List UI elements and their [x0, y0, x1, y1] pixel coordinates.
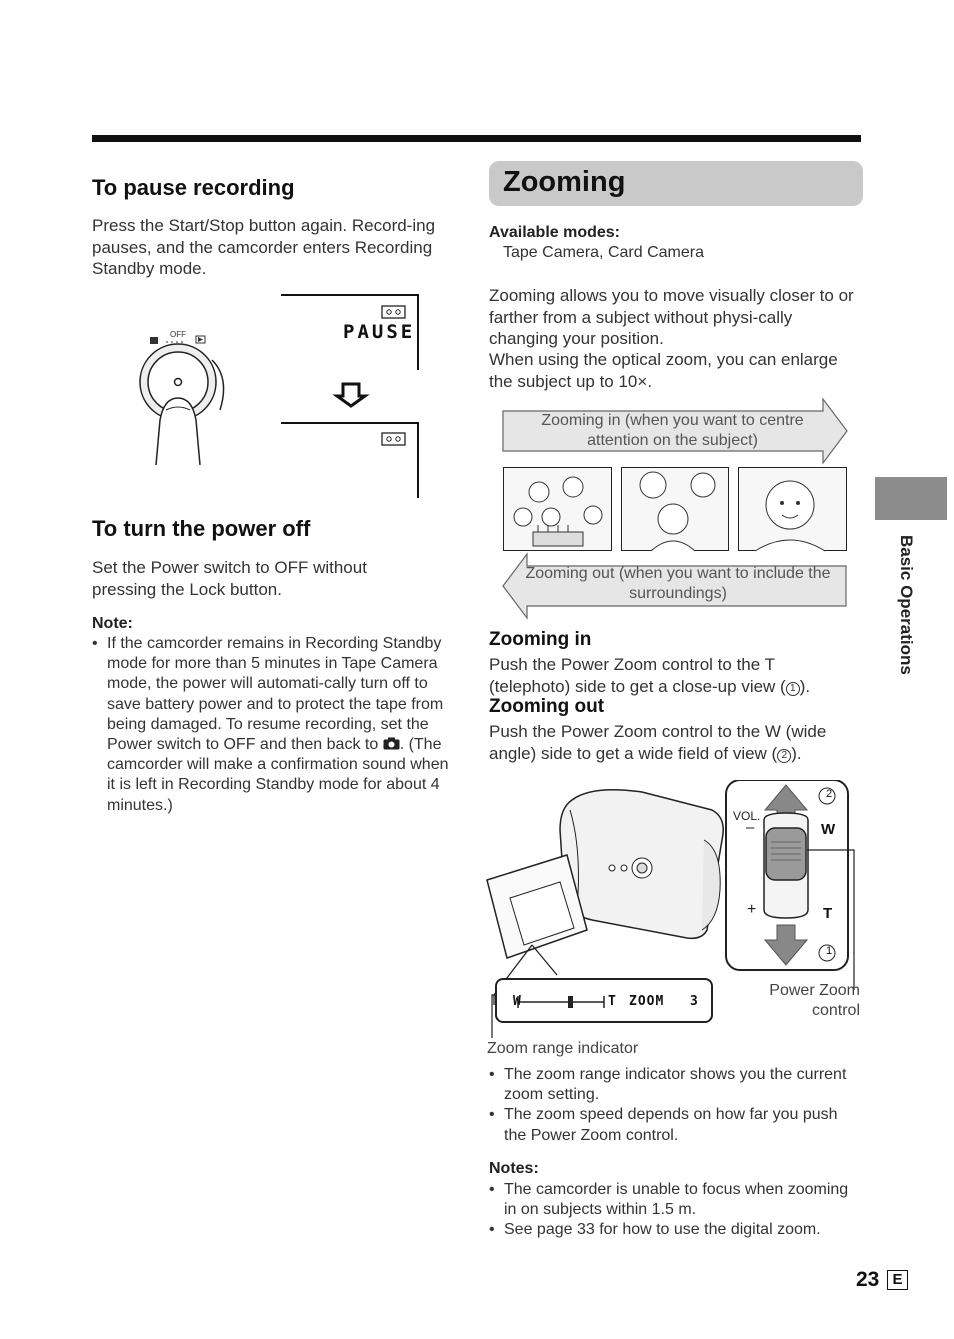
top-rule [92, 135, 861, 142]
zoom-intro: Zooming allows you to move visually closer to or farther from a subject without physi-cally changing your position. [489, 286, 854, 348]
lever-num-1: 1 [825, 945, 833, 957]
zoom-intro-2: When using the optical zoom, you can enlarge the subject up to 10×. [489, 350, 838, 391]
page-number: 23 [856, 1268, 880, 1291]
note-list [92, 634, 460, 816]
zooming-in-text: Push the Power Zoom control to the T (telephoto) side to get a close-up view ( 1 ). [489, 655, 811, 696]
close-up [739, 468, 847, 552]
tape-icon [382, 433, 405, 445]
note-item: • If the camcorder remains in Recording Standby mode for more than 5 minutes in Tape Camera mode, the power will automati-cally turn off to save battery power and to protect the tape from being damaged. To resume recording, set the Power switch to OFF and then back to . (The camcorder will make a confirmation sound when it is left in Recording Standby mode for about 4 minutes.) [92, 634, 460, 816]
modes-value: Tape Camera, Card Camera [503, 244, 704, 261]
zooming-out-text: Push the Power Zoom control to the W (wide angle) side to get a wide field of view ( 2 ). [489, 722, 827, 763]
zooming-title: Zooming [503, 166, 626, 198]
camcorder-body [560, 790, 723, 939]
zoom-range-label: Zoom range indicator [487, 1040, 639, 1057]
tape-icon [382, 306, 405, 318]
list-item: • The zoom range indicator shows you the current zoom setting. [489, 1065, 854, 1105]
down-arrow-icon [337, 384, 365, 406]
note-title: Note: [92, 615, 133, 632]
zoom-in-caption: Zooming in (when you want to centre attention on the subject) [541, 412, 804, 449]
indicator-level: 3 [690, 994, 698, 1009]
wide-shot [504, 468, 612, 551]
power-off-heading: To turn the power off [92, 516, 311, 541]
notes-list [489, 1180, 859, 1241]
zooming-in-heading: Zooming in [489, 629, 592, 650]
power-off-text: Set the Power switch to OFF without pressing the Lock button. [92, 558, 367, 599]
zoom-range-indicator-box [496, 979, 712, 1022]
power-dial-illustration [130, 320, 240, 470]
lever-num-2: 2 [825, 788, 833, 800]
lever-w-label: W [821, 821, 836, 838]
pause-text: Press the Start/Stop button again. Record-ing pauses, and the camcorder enters Recording Standby mode. [92, 216, 436, 278]
indicator-zoom: ZOOM [629, 994, 665, 1009]
display-pause-text: PAUSE [343, 321, 416, 343]
vol-label: VOL. [733, 809, 761, 823]
zoom-bullet-list [489, 1065, 854, 1146]
vol-minus-label: – [746, 819, 755, 836]
zooming-out-heading: Zooming out [489, 696, 605, 717]
list-item: • The camcorder is unable to focus when zooming in on subjects within 1.5 m. [489, 1180, 859, 1220]
playback-icon [198, 337, 203, 342]
zoom-out-caption: Zooming out (when you want to include the surroundings) [525, 565, 831, 602]
section-tab [875, 477, 947, 520]
language-badge: E [887, 1270, 908, 1290]
pause-heading: To pause recording [92, 175, 295, 200]
section-label: Basic Operations [897, 535, 916, 675]
indicator-t: T [608, 994, 616, 1009]
notes-title: Notes: [489, 1160, 539, 1177]
list-item: • The zoom speed depends on how far you push the Power Zoom control. [489, 1105, 854, 1145]
camera-icon [383, 737, 400, 750]
list-item: • See page 33 for how to use the digital zoom. [489, 1220, 859, 1240]
camera-mode-icon [150, 337, 158, 344]
modes-label: Available modes: [489, 224, 621, 241]
vol-plus-label: + [747, 901, 757, 918]
lever-t-label: T [823, 905, 833, 922]
power-zoom-label: Power Zoom control [769, 982, 860, 1019]
medium-shot [622, 468, 729, 552]
zoom-stages-illustration [503, 467, 848, 552]
dial-off-label: OFF [170, 330, 186, 339]
indicator-w: W [513, 994, 521, 1009]
